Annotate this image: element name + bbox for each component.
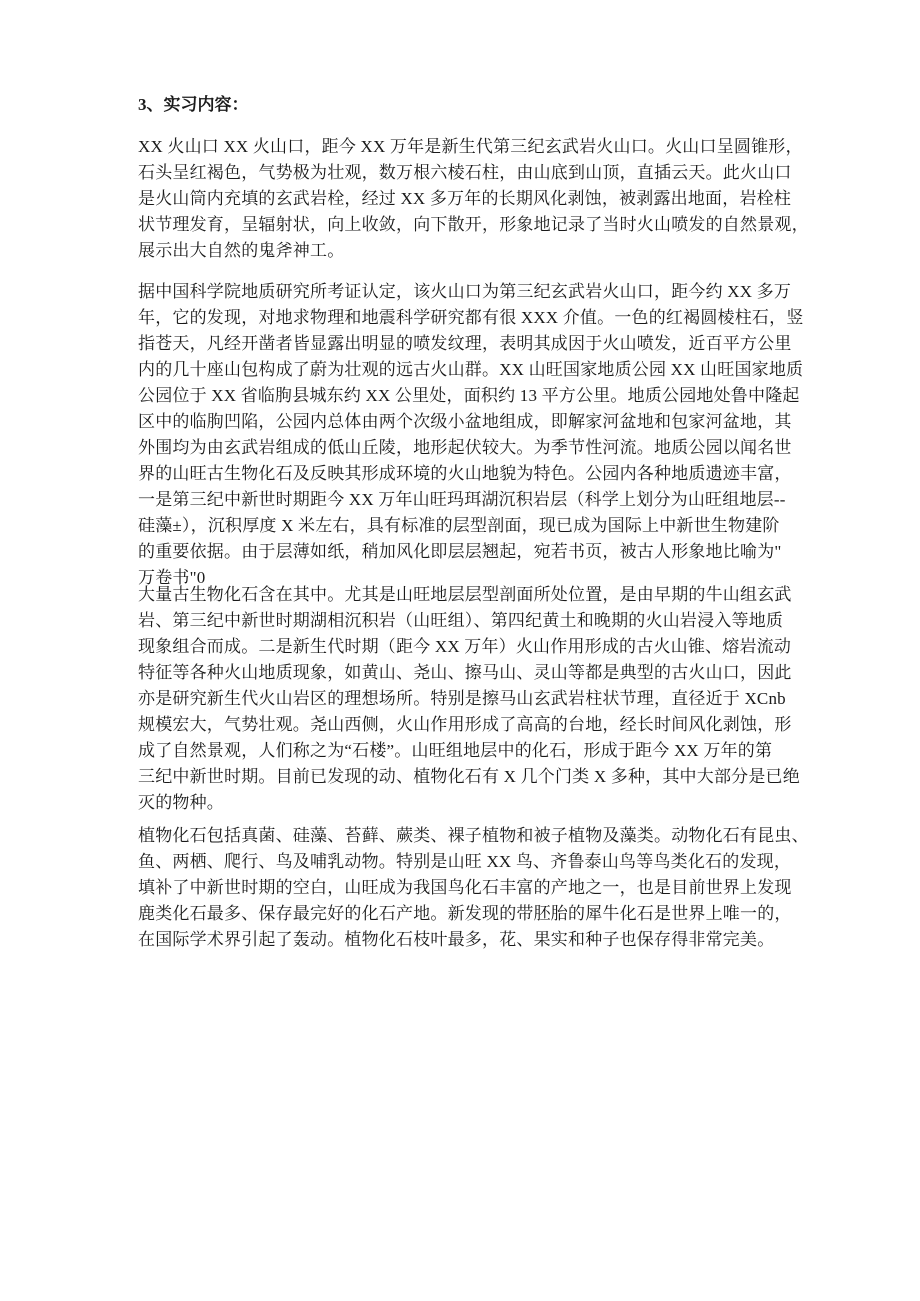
paragraph-line: 内的几十座山包构成了蔚为壮观的远古火山群。XX 山旺国家地质公园 XX 山旺国家地质 — [138, 360, 804, 379]
paragraph-line: 界的山旺古生物化石及反映其形成环境的火山地貌为特色。公园内各种地质遗迹丰富， — [138, 464, 792, 483]
paragraph-line: 展示出大自然的鬼斧神工。 — [138, 241, 345, 260]
paragraph — [138, 134, 809, 264]
paragraph-line: 三纪中新世时期。目前已发现的动、植物化石有 X 几个门类 X 多种，其中大部分是已绝 — [138, 767, 800, 786]
paragraph-line: 特征等各种火山地质现象，如黄山、尧山、擦马山、灵山等都是典型的古火山口，因此 — [138, 663, 792, 682]
paragraph-line: 植物化石包括真菌、硅藻、苔藓、蕨类、裸子植物和被子植物及藻类。动物化石有昆虫、 — [138, 826, 809, 845]
paragraph-line: 灭的物种。 — [138, 793, 224, 812]
paragraph-line: 状节理发育，呈辐射状，向上收敛，向下散开，形象地记录了当时火山喷发的自然景观， — [138, 215, 809, 234]
paragraph — [138, 823, 809, 953]
paragraph-line: XX 火山口 XX 火山口，距今 XX 万年是新生代第三纪玄武岩火山口。火山口呈圆锥形， — [138, 137, 803, 156]
paragraph-line: 填补了中新世时期的空白，山旺成为我国鸟化石丰富的产地之一，也是目前世界上发现 — [138, 878, 792, 897]
paragraph-line: 现象组合而成。二是新生代时期（距今 XX 万年）火山作用形成的古火山锥、熔岩流动 — [138, 637, 792, 656]
paragraph-line: 硅藻±），沉积厚度 X 米左右，具有标准的层型剖面，现已成为国际上中新世生物建阶 — [138, 516, 780, 535]
paragraph — [138, 279, 804, 591]
paragraph-line: 亦是研究新生代火山岩区的理想场所。特别是擦马山玄武岩柱状节理，直径近于 XCnb — [138, 689, 786, 708]
paragraph-line: 鱼、两栖、爬行、鸟及哺乳动物。特别是山旺 XX 鸟、齐鲁泰山鸟等鸟类化石的发现， — [138, 852, 792, 871]
paragraph-line: 大量古生物化石含在其中。尤其是山旺地层层型剖面所处位置，是由早期的牛山组玄武 — [138, 585, 792, 604]
paragraph-line: 岩、第三纪中新世时期湖相沉积岩（山旺组）、第四纪黄土和晚期的火山岩浸入等地质 — [138, 611, 784, 630]
paragraph-line: 一是第三纪中新世时期距今 XX 万年山旺玛珥湖沉积岩层（科学上划分为山旺组地层-- — [138, 490, 786, 509]
paragraph-line: 的重要依据。由于层薄如纸，稍加风化即层层翘起，宛若书页，被古人形象地比喻为" — [138, 542, 782, 561]
paragraph-line: 区中的临朐凹陷，公园内总体由两个次级小盆地组成，即解家河盆地和包家河盆地，其 — [138, 412, 792, 431]
paragraph-line: 外围均为由玄武岩组成的低山丘陵，地形起伏较大。为季节性河流。地质公园以闻名世 — [138, 438, 792, 457]
paragraph — [138, 582, 798, 816]
paragraph-line: 万卷书"0 — [138, 568, 206, 587]
paragraph-line: 在国际学术界引起了轰动。植物化石枝叶最多，花、果实和种子也保存得非常完美。 — [138, 930, 775, 949]
paragraph-line: 是火山筒内充填的玄武岩栓，经过 XX 多万年的长期风化剥蚀，被剥露出地面，岩栓柱 — [138, 189, 792, 208]
paragraph-line: 指苍天，凡经开凿者皆显露出明显的喷发纹理，表明其成因于火山喷发，近百平方公里 — [138, 334, 792, 353]
paragraph-line: 公园位于 XX 省临朐县城东约 XX 公里处，面积约 13 平方公里。地质公园地处鲁中隆起 — [138, 386, 800, 405]
paragraph-line: 规模宏大，气势壮观。尧山西侧，火山作用形成了高高的台地，经长时间风化剥蚀，形 — [138, 715, 792, 734]
paragraph-line: 石头呈红褐色，气势极为壮观，数万根六棱石柱，由山底到山顶，直插云天。此火山口 — [138, 163, 792, 182]
section-heading: 3、实习内容： — [138, 95, 249, 114]
paragraph-line: 据中国科学院地质研究所考证认定，该火山口为第三纪玄武岩火山口，距今约 XX 多万 — [138, 282, 792, 301]
paragraph-line: 成了自然景观，人们称之为“石楼”。山旺组地层中的化石，形成于距今 XX 万年的第 — [138, 741, 773, 760]
paragraph-line: 鹿类化石最多、保存最完好的化石产地。新发现的带胚胎的犀牛化石是世界上唯一的， — [138, 904, 792, 923]
paragraph-line: 年，它的发现，对地求物理和地震科学研究都有很 XXX 介值。一色的红褐圆棱柱石，竖 — [138, 308, 804, 327]
